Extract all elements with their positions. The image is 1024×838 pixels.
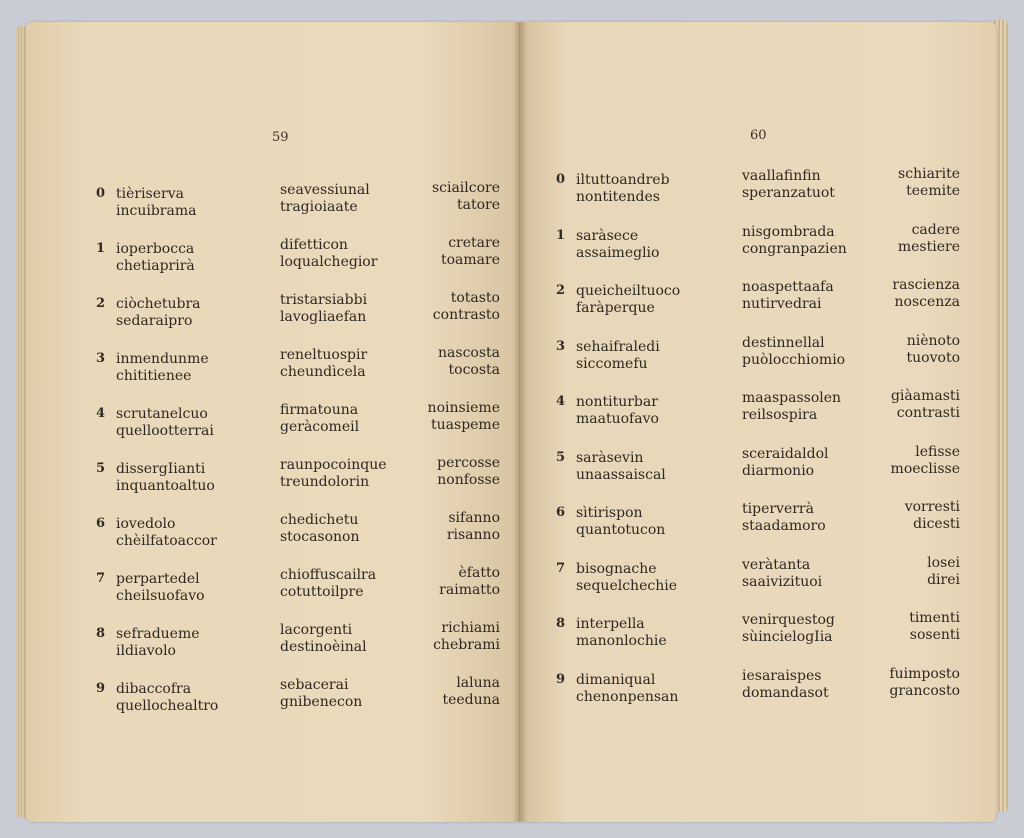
- word-fragment: quellootterrai: [116, 423, 214, 439]
- word-fragment: fuimposto: [889, 665, 960, 682]
- word-fragment: nisgombrada: [742, 223, 835, 240]
- word-fragment: tragioiaate: [280, 199, 358, 215]
- word-fragment: sehaifraledi: [576, 338, 660, 355]
- word-fragment: lacorgenti: [280, 622, 353, 638]
- word-fragment: tiperverrà: [742, 501, 814, 517]
- word-fragment: quantotucon: [576, 522, 666, 538]
- right-page: [520, 22, 996, 822]
- word-fragment: dissergIianti: [116, 461, 206, 477]
- word-fragment: vaallafinfin: [742, 168, 821, 184]
- word-fragment: mestiere: [897, 238, 960, 255]
- word-fragment: loqualchegior: [280, 254, 378, 270]
- word-column-3: [433, 290, 500, 324]
- word-fragment: interpella: [576, 616, 645, 632]
- word-fragment: iovedolo: [116, 516, 176, 532]
- row-index: 9: [556, 671, 566, 687]
- word-fragment: assaimeglio: [576, 244, 660, 261]
- word-fragment: bisognache: [576, 560, 657, 577]
- page-number: 59: [272, 130, 289, 145]
- word-fragment: tièriserva: [116, 186, 184, 202]
- word-fragment: èfatto: [458, 565, 500, 581]
- word-fragment: dicesti: [913, 516, 960, 532]
- entry-row: [96, 345, 500, 395]
- row-index: 5: [96, 461, 106, 476]
- word-fragment: dimaniqual: [576, 671, 656, 688]
- row-index: 4: [96, 406, 106, 421]
- word-column-3: [891, 444, 960, 478]
- word-fragment: scrutanelcuo: [116, 406, 208, 422]
- entry-row: [556, 221, 960, 272]
- word-fragment: totasto: [450, 290, 500, 306]
- word-fragment: chetiaprirà: [116, 258, 195, 274]
- word-column-3: [905, 499, 960, 533]
- word-fragment: queicheiltuoco: [576, 283, 681, 299]
- word-column-2: [280, 237, 377, 271]
- word-fragment: manonlochie: [576, 633, 667, 649]
- word-fragment: noinsieme: [427, 400, 500, 416]
- word-column-1: [576, 616, 667, 650]
- row-index: 4: [556, 394, 566, 409]
- word-fragment: sùincielogIia: [742, 629, 833, 645]
- page-number: 60: [750, 128, 767, 143]
- word-fragment: destinoèinal: [280, 639, 367, 655]
- word-fragment: tatore: [456, 197, 500, 213]
- word-fragment: reneltuospir: [280, 347, 368, 363]
- word-column-1: [576, 450, 666, 484]
- word-column-1: [116, 626, 200, 660]
- word-fragment: sefradueme: [116, 626, 200, 642]
- word-column-2: [280, 457, 387, 491]
- word-fragment: sciailcore: [431, 180, 500, 196]
- word-fragment: cadere: [911, 221, 960, 238]
- book-gutter: [512, 22, 528, 822]
- word-column-3: [898, 222, 960, 256]
- word-fragment: saaivizituoi: [742, 573, 823, 590]
- word-column-2: [280, 347, 367, 381]
- row-index: 6: [96, 516, 106, 531]
- entry-row: [96, 180, 500, 230]
- word-fragment: sifanno: [448, 510, 500, 526]
- word-column-3: [437, 455, 500, 489]
- row-index: 2: [556, 283, 566, 298]
- word-fragment: direi: [927, 571, 960, 588]
- word-column-2: [742, 446, 828, 480]
- word-fragment: noscenza: [894, 294, 960, 310]
- word-fragment: nontiturbar: [576, 394, 658, 410]
- word-fragment: niènoto: [906, 332, 960, 349]
- word-column-3: [439, 565, 500, 599]
- word-fragment: perpartedel: [116, 571, 200, 587]
- word-column-3: [907, 333, 960, 367]
- word-fragment: iesaraispes: [742, 667, 822, 684]
- word-column-1: [576, 505, 665, 539]
- entry-row: [556, 554, 960, 605]
- word-column-3: [442, 675, 500, 709]
- row-index: 8: [556, 616, 566, 631]
- word-fragment: maaspassolen: [742, 390, 842, 406]
- row-index: 3: [96, 351, 106, 366]
- word-fragment: contrasti: [896, 405, 960, 421]
- word-fragment: giàamasti: [890, 388, 960, 404]
- word-column-1: [116, 186, 196, 220]
- word-column-2: [742, 224, 847, 258]
- row-index: 1: [556, 227, 566, 243]
- word-column-2: [280, 182, 370, 216]
- word-column-2: [742, 501, 826, 535]
- word-fragment: nascosta: [438, 345, 500, 361]
- word-fragment: firmatouna: [280, 402, 359, 418]
- word-column-1: [576, 172, 670, 206]
- entry-row: [96, 620, 500, 670]
- word-column-1: [116, 351, 209, 385]
- word-fragment: staadamoro: [742, 518, 826, 534]
- entry-row: [556, 388, 960, 438]
- entry-row: [96, 675, 500, 725]
- word-column-1: [576, 228, 659, 262]
- word-fragment: tuovoto: [906, 349, 960, 366]
- word-column-2: [280, 567, 376, 601]
- word-column-2: [280, 292, 367, 326]
- word-fragment: vorresti: [904, 499, 960, 515]
- word-column-3: [433, 620, 500, 654]
- word-fragment: toamare: [440, 252, 500, 268]
- word-fragment: teeduna: [442, 692, 500, 708]
- row-index: 3: [556, 338, 566, 354]
- word-column-3: [889, 666, 960, 700]
- row-index: 7: [96, 571, 106, 586]
- row-index: 0: [96, 186, 106, 201]
- word-fragment: iltuttoandreb: [576, 172, 670, 188]
- word-fragment: saràsevin: [576, 449, 644, 466]
- word-fragment: moeclisse: [890, 460, 960, 477]
- entry-row: [556, 166, 960, 216]
- entry-row: [96, 565, 500, 615]
- word-fragment: raimatto: [439, 582, 500, 598]
- word-fragment: incuibrama: [116, 203, 197, 219]
- entry-row: [556, 610, 960, 660]
- word-fragment: ioperbocca: [116, 241, 195, 257]
- word-fragment: cretare: [448, 235, 500, 251]
- word-fragment: richiami: [441, 620, 500, 636]
- word-column-2: [280, 512, 360, 546]
- word-fragment: nutirvedrai: [742, 296, 822, 312]
- word-fragment: lefisse: [915, 443, 960, 460]
- word-fragment: tocosta: [448, 362, 500, 378]
- entry-row: [556, 277, 960, 327]
- entry-row: [556, 499, 960, 549]
- word-column-1: [576, 561, 677, 595]
- entry-row: [556, 665, 960, 716]
- entry-row: [556, 443, 960, 494]
- word-column-2: [280, 622, 367, 656]
- word-fragment: inquantoaltuo: [116, 478, 215, 494]
- word-fragment: puòlocchiomio: [742, 351, 846, 368]
- word-column-2: [742, 612, 835, 646]
- word-fragment: rascienza: [892, 277, 960, 293]
- word-column-3: [432, 180, 500, 214]
- word-fragment: stocasonon: [280, 529, 360, 545]
- entry-row: [96, 455, 500, 505]
- word-column-3: [927, 555, 960, 589]
- word-fragment: reilsospira: [742, 407, 818, 423]
- word-column-3: [441, 235, 500, 269]
- word-fragment: schiarite: [898, 166, 960, 182]
- page-edges-right: [994, 20, 1008, 812]
- row-index: 2: [96, 296, 106, 311]
- word-fragment: saràsece: [576, 227, 639, 244]
- word-fragment: diarmonio: [742, 462, 815, 479]
- word-column-2: [742, 279, 834, 313]
- word-fragment: venirquestog: [742, 612, 835, 628]
- row-index: 1: [96, 241, 106, 256]
- word-fragment: nontitendes: [576, 189, 660, 205]
- word-fragment: treundolorin: [280, 474, 370, 490]
- word-column-2: [742, 168, 835, 202]
- word-fragment: tuaspeme: [431, 417, 500, 433]
- word-column-1: [576, 339, 660, 373]
- word-column-3: [909, 610, 960, 644]
- word-fragment: chedichetu: [280, 512, 359, 528]
- word-fragment: sebacerai: [280, 677, 349, 693]
- word-column-1: [116, 516, 217, 550]
- word-fragment: laluna: [456, 675, 500, 691]
- word-fragment: sosenti: [909, 627, 960, 643]
- word-fragment: speranzatuot: [742, 185, 835, 201]
- word-column-1: [116, 406, 214, 440]
- word-fragment: contrasto: [432, 307, 500, 323]
- word-fragment: risanno: [446, 527, 500, 543]
- word-fragment: chenonpensan: [576, 688, 679, 705]
- word-fragment: noaspettaafa: [742, 279, 834, 295]
- word-fragment: domandasot: [742, 684, 829, 701]
- word-column-1: [576, 394, 659, 428]
- word-column-2: [742, 557, 822, 591]
- word-fragment: losei: [927, 554, 960, 571]
- row-index: 6: [556, 505, 566, 520]
- word-column-1: [116, 681, 218, 715]
- word-column-1: [116, 296, 201, 330]
- open-book: [12, 14, 1012, 822]
- word-column-1: [576, 672, 678, 706]
- row-index: 5: [556, 449, 566, 465]
- word-fragment: nonfosse: [437, 472, 500, 488]
- word-fragment: timenti: [909, 610, 960, 626]
- word-fragment: cheilsuofavo: [116, 588, 205, 604]
- word-column-3: [438, 345, 500, 379]
- word-fragment: veràtanta: [742, 556, 811, 573]
- word-fragment: gnibenecon: [280, 694, 363, 710]
- entry-row: [96, 235, 500, 285]
- word-fragment: sìtirispon: [576, 505, 643, 521]
- entry-row: [96, 510, 500, 560]
- word-fragment: quellochealtro: [116, 698, 219, 714]
- word-column-3: [892, 277, 960, 311]
- word-fragment: sedaraipro: [116, 313, 193, 329]
- word-column-1: [116, 571, 205, 605]
- word-fragment: maatuofavo: [576, 411, 659, 427]
- entry-row: [556, 332, 960, 383]
- word-fragment: difetticon: [280, 237, 348, 253]
- word-fragment: teemite: [906, 183, 960, 199]
- word-fragment: chititienee: [116, 368, 192, 384]
- word-fragment: grancosto: [889, 682, 960, 699]
- word-fragment: chèilfatoaccor: [116, 533, 217, 549]
- row-index: 9: [96, 681, 106, 696]
- word-fragment: inmendunme: [116, 351, 209, 367]
- word-column-2: [742, 335, 845, 369]
- word-column-1: [576, 283, 680, 317]
- word-fragment: destinnellal: [742, 334, 825, 351]
- word-column-2: [280, 677, 362, 711]
- word-fragment: sceraidaldol: [742, 445, 829, 462]
- word-fragment: tristarsiabbi: [280, 292, 368, 308]
- left-page: [26, 22, 520, 822]
- row-index: 0: [556, 172, 566, 187]
- word-column-2: [742, 668, 829, 702]
- row-index: 7: [556, 560, 566, 576]
- word-column-3: [898, 166, 960, 200]
- word-column-3: [447, 510, 500, 544]
- word-fragment: sequelchechie: [576, 577, 677, 594]
- word-fragment: geràcomeil: [280, 419, 360, 435]
- word-fragment: chebrami: [433, 637, 500, 653]
- word-column-1: [116, 461, 215, 495]
- word-fragment: seavessiunal: [280, 182, 370, 198]
- word-fragment: siccomefu: [576, 355, 648, 372]
- word-column-1: [116, 241, 195, 275]
- word-fragment: cheundìcela: [280, 364, 366, 380]
- word-fragment: faràperque: [576, 300, 655, 316]
- word-fragment: unaassaiscal: [576, 466, 666, 483]
- word-fragment: percosse: [437, 455, 500, 471]
- word-fragment: lavogliaefan: [280, 309, 367, 325]
- word-fragment: dibaccofra: [116, 681, 192, 697]
- row-index: 8: [96, 626, 106, 641]
- word-fragment: ildiavolo: [116, 643, 176, 659]
- word-column-2: [280, 402, 359, 436]
- word-column-2: [742, 390, 841, 424]
- word-fragment: ciòchetubra: [116, 296, 201, 312]
- word-fragment: cotuttoilpre: [280, 584, 364, 600]
- entry-row: [96, 290, 500, 340]
- entry-row: [96, 400, 500, 450]
- word-fragment: congranpazien: [742, 240, 847, 257]
- word-column-3: [428, 400, 500, 434]
- word-column-3: [891, 388, 960, 422]
- word-fragment: raunpocoinque: [280, 457, 387, 473]
- word-fragment: chioffuscailra: [280, 567, 377, 583]
